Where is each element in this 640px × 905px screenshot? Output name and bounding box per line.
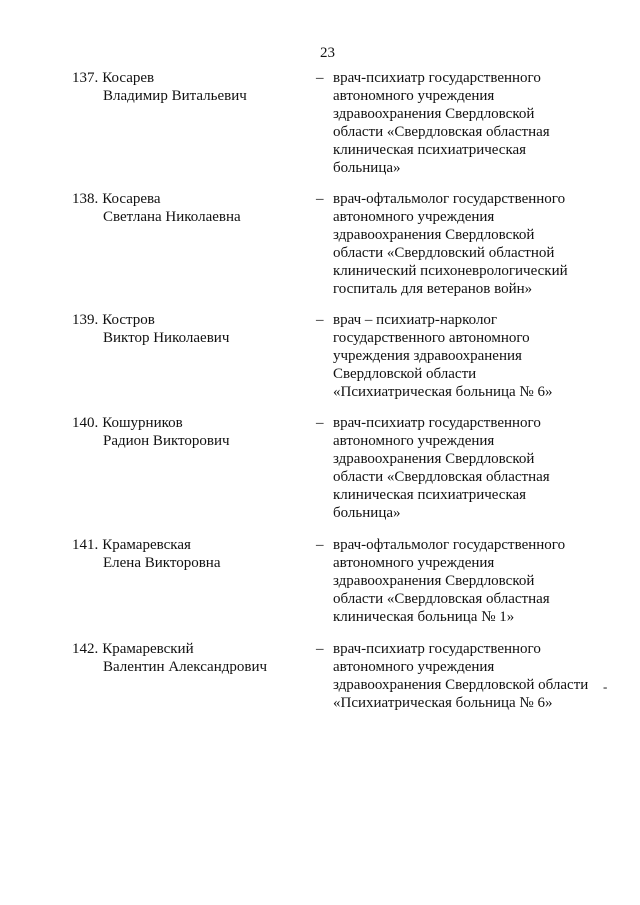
entry-dash: – xyxy=(316,415,324,431)
entry-dash: – xyxy=(316,70,324,86)
description-line: больница» xyxy=(333,505,401,521)
description-line: области «Свердловская областная xyxy=(333,469,550,485)
description-line: врач-офтальмолог государственного xyxy=(333,191,566,207)
description-line: здравоохранения Свердловской xyxy=(333,227,535,243)
description-line: автономного учреждения xyxy=(333,209,495,225)
description-line: врач-психиатр государственного xyxy=(333,415,541,431)
description-line: автономного учреждения xyxy=(333,555,495,571)
position-description xyxy=(333,536,595,626)
description-line: врач-психиатр государственного xyxy=(333,641,541,657)
entry-dash: – xyxy=(316,191,324,207)
position-description xyxy=(333,190,595,298)
person-name xyxy=(72,414,302,450)
description-line: госпиталь для ветеранов войн» xyxy=(333,281,533,297)
description-line: области «Свердловская областная xyxy=(333,124,550,140)
position-description xyxy=(333,69,595,177)
given-names: Елена Викторовна xyxy=(103,555,221,571)
description-line: автономного учреждения xyxy=(333,88,495,104)
entry-number: 139. xyxy=(72,312,99,328)
position-description xyxy=(333,414,595,522)
description-line: клиническая психиатрическая xyxy=(333,142,527,158)
person-name xyxy=(72,536,302,572)
description-line: государственного автономного xyxy=(333,330,530,346)
given-names: Валентин Александрович xyxy=(103,659,268,675)
person-name xyxy=(72,69,302,105)
person-name xyxy=(72,311,302,347)
entry-dash: – xyxy=(316,312,324,328)
description-line: клиническая больница № 1» xyxy=(333,609,515,625)
entry-dash: – xyxy=(316,537,324,553)
given-names: Владимир Витальевич xyxy=(103,88,247,104)
position-description xyxy=(333,311,595,401)
description-line: учреждения здравоохранения xyxy=(333,348,522,364)
surname: Костров xyxy=(102,312,155,328)
surname: Крамаревская xyxy=(102,537,191,553)
margin-mark: - xyxy=(603,679,608,694)
page-number: 23 xyxy=(320,45,335,61)
entry-dash: – xyxy=(316,641,324,657)
surname: Крамаревский xyxy=(102,641,194,657)
description-line: врач – психиатр-нарколог xyxy=(333,312,498,328)
description-line: врач-офтальмолог государственного xyxy=(333,537,566,553)
entry-number: 138. xyxy=(72,191,99,207)
given-names: Радион Викторович xyxy=(103,433,230,449)
given-names: Виктор Николаевич xyxy=(103,330,230,346)
position-description xyxy=(333,640,595,712)
description-line: автономного учреждения xyxy=(333,659,495,675)
person-name xyxy=(72,640,302,676)
description-line: Свердловской области xyxy=(333,366,477,382)
entry-number: 141. xyxy=(72,537,99,553)
description-line: врач-психиатр государственного xyxy=(333,70,541,86)
description-line: автономного учреждения xyxy=(333,433,495,449)
entry-number: 137. xyxy=(72,70,99,86)
description-line: здравоохранения Свердловской xyxy=(333,573,535,589)
description-line: клинический психоневрологический xyxy=(333,263,568,279)
description-line: здравоохранения Свердловской xyxy=(333,106,535,122)
surname: Косарев xyxy=(102,70,155,86)
surname: Косарева xyxy=(102,191,161,207)
description-line: «Психиатрическая больница № 6» xyxy=(333,695,553,711)
description-line: здравоохранения Свердловской области xyxy=(333,677,589,693)
description-line: области «Свердловский областной xyxy=(333,245,555,261)
person-name xyxy=(72,190,302,226)
surname: Кошурников xyxy=(102,415,183,431)
entry-number: 140. xyxy=(72,415,99,431)
description-line: здравоохранения Свердловской xyxy=(333,451,535,467)
description-line: области «Свердловская областная xyxy=(333,591,550,607)
entry-number: 142. xyxy=(72,641,99,657)
description-line: клиническая психиатрическая xyxy=(333,487,527,503)
description-line: «Психиатрическая больница № 6» xyxy=(333,384,553,400)
given-names: Светлана Николаевна xyxy=(103,209,241,225)
description-line: больница» xyxy=(333,160,401,176)
